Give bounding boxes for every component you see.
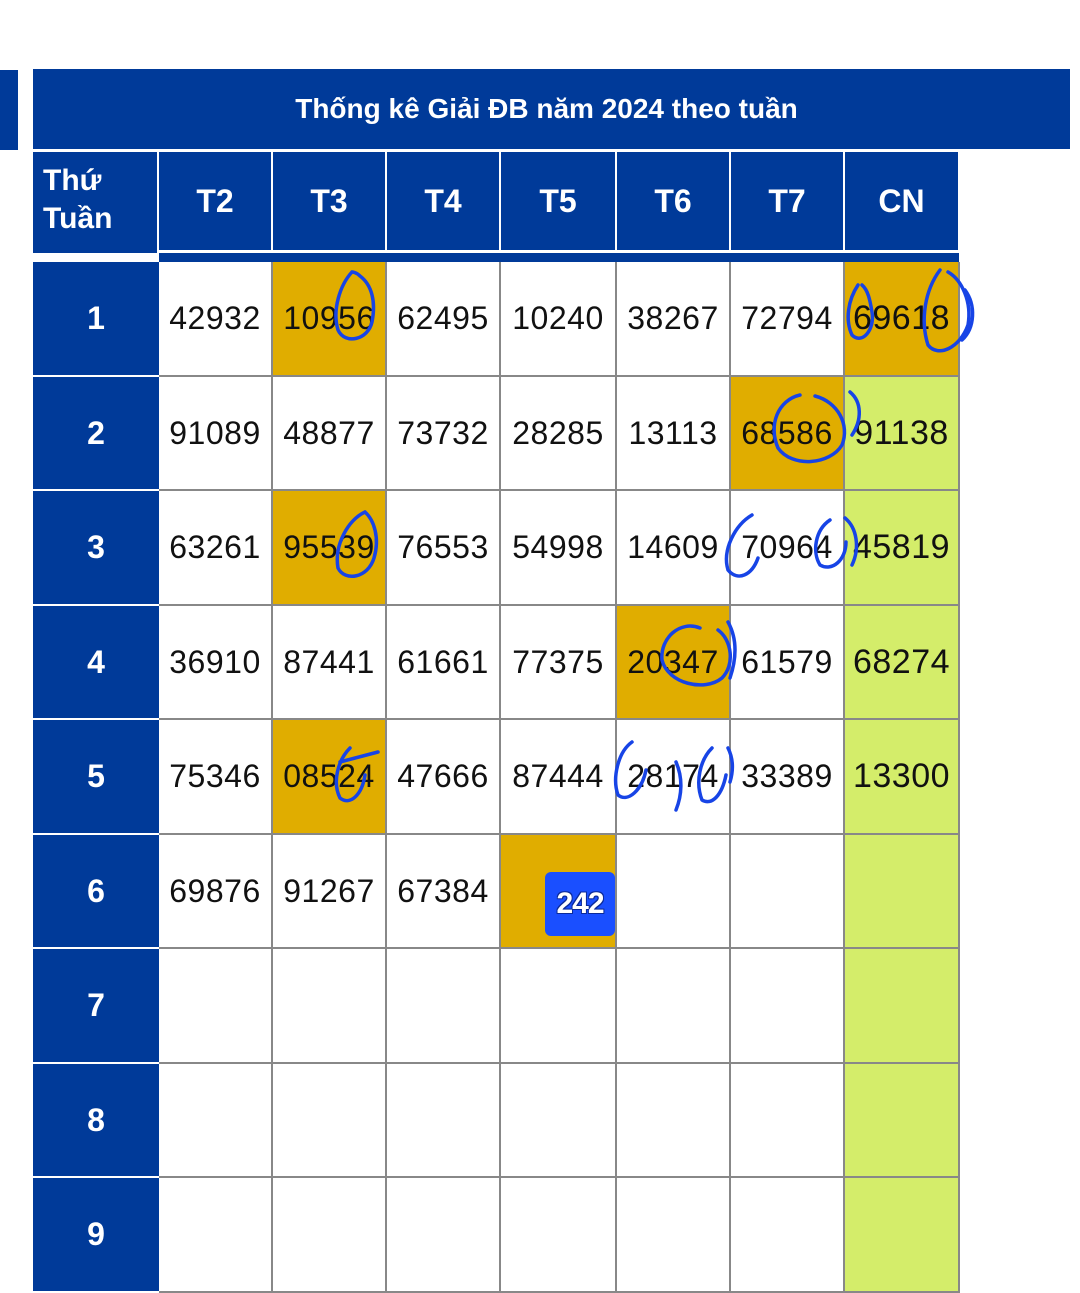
header-day-t5: T5 bbox=[501, 152, 615, 250]
result-cell-week6-t6 bbox=[617, 835, 731, 949]
left-edge-tab bbox=[0, 70, 18, 150]
result-cell-week6-t2: 69876 bbox=[159, 835, 273, 949]
header-corner-week-label: Tuần bbox=[43, 202, 113, 235]
result-cell-week2-t7: 68586 bbox=[731, 377, 845, 491]
result-cell-week7-cn bbox=[845, 949, 960, 1064]
header-day-t3: T3 bbox=[273, 152, 385, 250]
result-cell-week3-t4: 76553 bbox=[387, 491, 501, 606]
week-label-6: 6 bbox=[33, 835, 159, 947]
header-day-cn: CN bbox=[845, 152, 958, 250]
result-cell-week4-t5: 77375 bbox=[501, 606, 617, 720]
result-cell-week1-cn: 69618 bbox=[845, 262, 960, 377]
result-cell-week5-t2: 75346 bbox=[159, 720, 273, 835]
table-title: Thống kê Giải ĐB năm 2024 theo tuần bbox=[33, 69, 1070, 149]
result-cell-week4-t4: 61661 bbox=[387, 606, 501, 720]
result-cell-week9-t3 bbox=[273, 1178, 387, 1293]
result-cell-week8-t2 bbox=[159, 1064, 273, 1178]
result-cell-week1-t3: 10956 bbox=[273, 262, 387, 377]
count-badge[interactable]: 242 bbox=[545, 872, 615, 936]
header-corner bbox=[33, 152, 157, 253]
pen-mark bbox=[962, 290, 973, 340]
result-cell-week7-t2 bbox=[159, 949, 273, 1064]
result-cell-week3-t5: 54998 bbox=[501, 491, 617, 606]
result-cell-week5-t4: 47666 bbox=[387, 720, 501, 835]
result-cell-week8-cn bbox=[845, 1064, 960, 1178]
result-cell-week8-t3 bbox=[273, 1064, 387, 1178]
result-cell-week3-t2: 63261 bbox=[159, 491, 273, 606]
result-cell-week6-cn bbox=[845, 835, 960, 949]
result-cell-week9-t5 bbox=[501, 1178, 617, 1293]
header-day-t7: T7 bbox=[731, 152, 843, 250]
result-cell-week7-t4 bbox=[387, 949, 501, 1064]
result-cell-week7-t6 bbox=[617, 949, 731, 1064]
header-day-t4: T4 bbox=[387, 152, 499, 250]
result-cell-week9-cn bbox=[845, 1178, 960, 1293]
result-cell-week1-t6: 38267 bbox=[617, 262, 731, 377]
result-cell-week5-t5: 87444 bbox=[501, 720, 617, 835]
result-cell-week2-t2: 91089 bbox=[159, 377, 273, 491]
result-cell-week3-t3: 95539 bbox=[273, 491, 387, 606]
result-cell-week8-t6 bbox=[617, 1064, 731, 1178]
result-cell-week6-t4: 67384 bbox=[387, 835, 501, 949]
result-cell-week2-t4: 73732 bbox=[387, 377, 501, 491]
week-label-7: 7 bbox=[33, 949, 159, 1062]
header-day-t2: T2 bbox=[159, 152, 271, 250]
result-cell-week7-t7 bbox=[731, 949, 845, 1064]
result-cell-week2-t3: 48877 bbox=[273, 377, 387, 491]
week-label-2: 2 bbox=[33, 377, 159, 489]
result-cell-week8-t5 bbox=[501, 1064, 617, 1178]
result-cell-week1-t2: 42932 bbox=[159, 262, 273, 377]
result-cell-week8-t4 bbox=[387, 1064, 501, 1178]
header-day-t6: T6 bbox=[617, 152, 729, 250]
result-cell-week4-cn: 68274 bbox=[845, 606, 960, 720]
result-cell-week9-t6 bbox=[617, 1178, 731, 1293]
result-cell-week1-t4: 62495 bbox=[387, 262, 501, 377]
result-cell-week3-t6: 14609 bbox=[617, 491, 731, 606]
result-cell-week9-t2 bbox=[159, 1178, 273, 1293]
result-cell-week5-t6: 28174 bbox=[617, 720, 731, 835]
result-cell-week9-t4 bbox=[387, 1178, 501, 1293]
result-cell-week4-t2: 36910 bbox=[159, 606, 273, 720]
result-cell-week9-t7 bbox=[731, 1178, 845, 1293]
result-cell-week2-t5: 28285 bbox=[501, 377, 617, 491]
week-label-5: 5 bbox=[33, 720, 159, 833]
result-cell-week1-t7: 72794 bbox=[731, 262, 845, 377]
result-cell-week7-t3 bbox=[273, 949, 387, 1064]
result-cell-week2-t6: 13113 bbox=[617, 377, 731, 491]
result-cell-week5-t3: 08524 bbox=[273, 720, 387, 835]
result-cell-week8-t7 bbox=[731, 1064, 845, 1178]
result-cell-week5-cn: 13300 bbox=[845, 720, 960, 835]
week-label-1: 1 bbox=[33, 262, 159, 375]
week-label-3: 3 bbox=[33, 491, 159, 604]
result-cell-week6-t7 bbox=[731, 835, 845, 949]
result-cell-week1-t5: 10240 bbox=[501, 262, 617, 377]
result-cell-week4-t3: 87441 bbox=[273, 606, 387, 720]
week-label-8: 8 bbox=[33, 1064, 159, 1176]
result-cell-week7-t5 bbox=[501, 949, 617, 1064]
result-cell-week4-t7: 61579 bbox=[731, 606, 845, 720]
result-cell-week2-cn: 91138 bbox=[845, 377, 960, 491]
week-label-4: 4 bbox=[33, 606, 159, 718]
result-cell-week3-cn: 45819 bbox=[845, 491, 960, 606]
result-cell-week6-t3: 91267 bbox=[273, 835, 387, 949]
week-label-9: 9 bbox=[33, 1178, 159, 1291]
result-cell-week5-t7: 33389 bbox=[731, 720, 845, 835]
result-cell-week3-t7: 70964 bbox=[731, 491, 845, 606]
result-cell-week4-t6: 20347 bbox=[617, 606, 731, 720]
header-corner-day-label: Thứ bbox=[43, 164, 102, 197]
